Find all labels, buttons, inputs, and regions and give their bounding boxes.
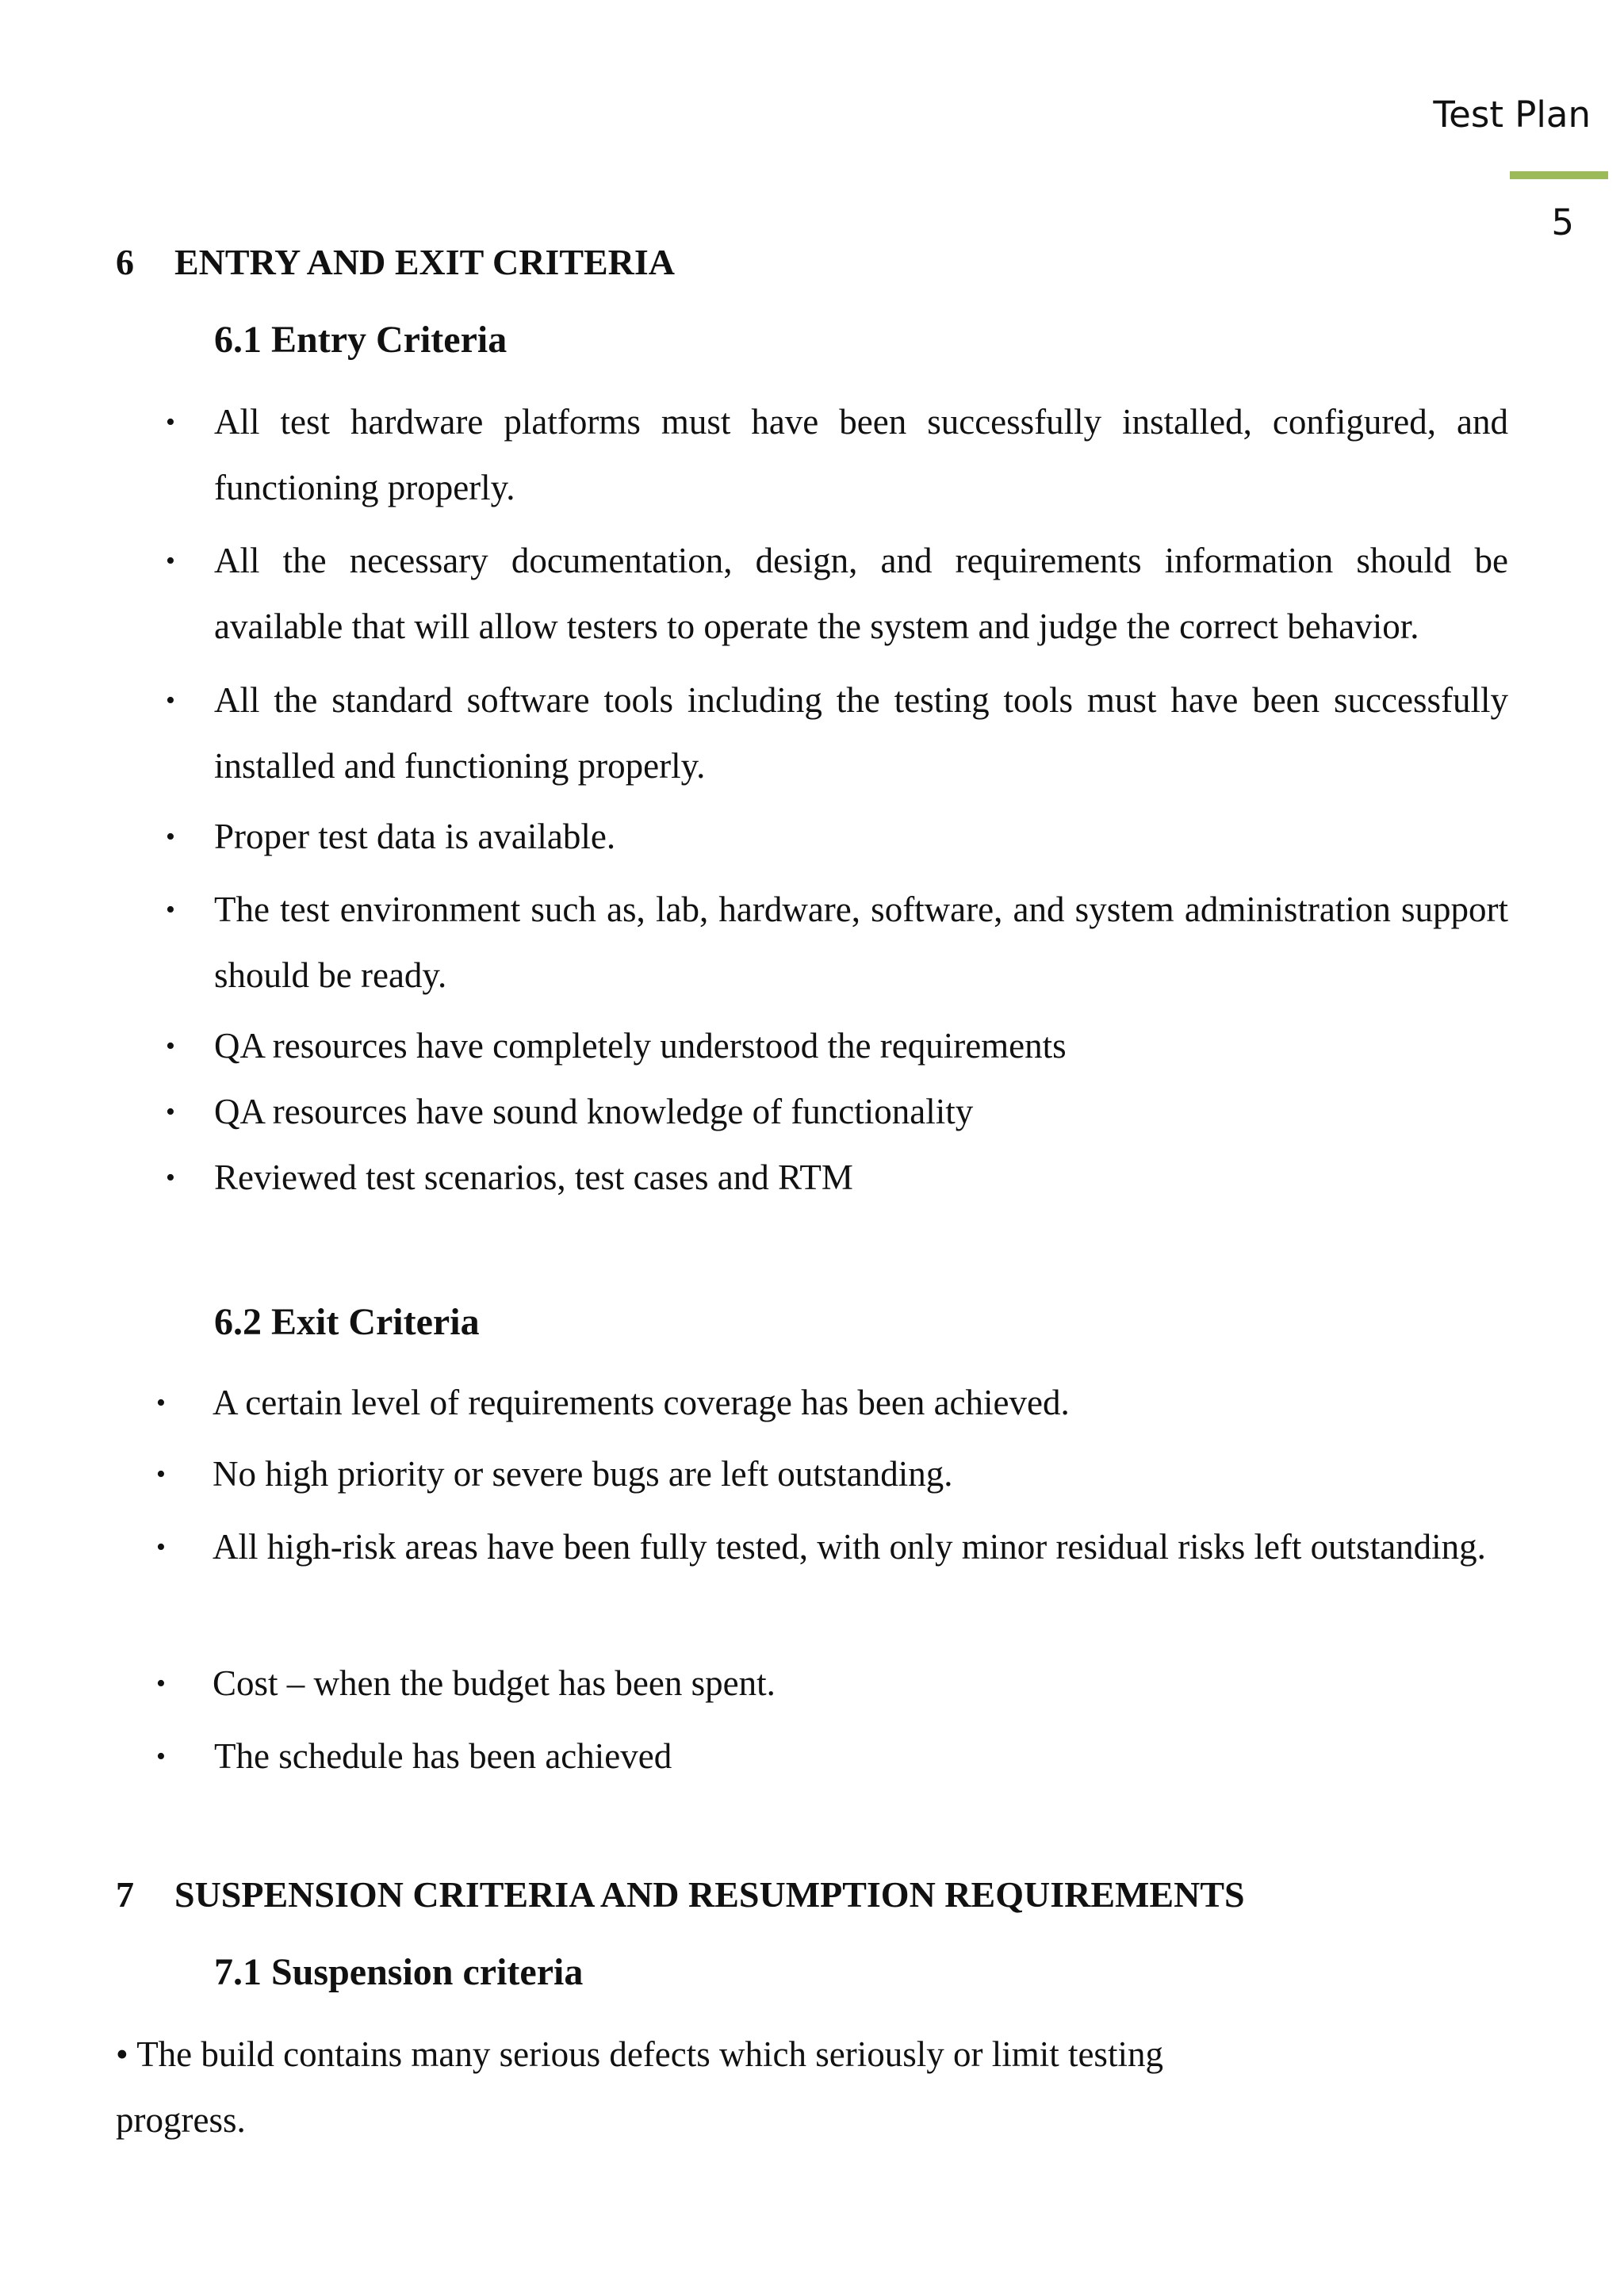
section-number: 6 (116, 242, 134, 282)
exit-criteria-heading: 6.2 Exit Criteria (214, 1301, 480, 1343)
bullet-marker: • (166, 1097, 175, 1127)
paragraph-text: • The build contains many serious defects which seriously or limit testing progress. (116, 2034, 1163, 2140)
bullet-marker: • (156, 1669, 166, 1698)
list-item (166, 877, 1508, 1008)
bullet-marker: • (166, 1031, 175, 1061)
list-item-text: Proper test data is available. (214, 817, 616, 856)
section-7-heading (116, 1873, 1245, 1917)
bullet-marker: • (166, 822, 175, 851)
list-item (156, 1651, 1508, 1716)
list-item (166, 1079, 1508, 1145)
list-item-text: All the standard software tools including the testing tools must have been successfully installed and functioning properly. (214, 680, 1508, 786)
list-item (166, 1013, 1508, 1079)
list-item-text: All the necessary documentation, design, and requirements information should be available that will allow testers to operate the system and judge the correct behavior. (214, 541, 1508, 646)
list-item-text: Reviewed test scenarios, test cases and RTM (214, 1158, 853, 1197)
bullet-marker: • (156, 1388, 166, 1418)
list-item (116, 1514, 1508, 1580)
section-title: SUSPENSION CRITERIA AND RESUMPTION REQUIREMENTS (174, 1874, 1245, 1915)
list-item-text: The test environment such as, lab, hardware, software, and system administration support should be ready. (214, 890, 1508, 995)
list-item (166, 389, 1508, 521)
page-number: 5 (1551, 201, 1574, 243)
list-item-text: No high priority or severe bugs are left outstanding. (213, 1454, 953, 1494)
list-item (166, 804, 1508, 870)
section-6-heading (116, 240, 675, 285)
bullet-marker: • (166, 408, 175, 437)
bullet-marker: • (166, 895, 175, 924)
list-item (166, 528, 1508, 660)
list-item-text: QA resources have sound knowledge of functionality (214, 1092, 974, 1131)
bullet-marker: • (156, 1742, 166, 1771)
section-title: ENTRY AND EXIT CRITERIA (174, 242, 676, 282)
list-item-text: QA resources have completely understood the requirements (214, 1026, 1067, 1066)
list-item-text: All test hardware platforms must have been successfully installed, configured, and functioning properly. (214, 402, 1508, 507)
paragraph (116, 2022, 1258, 2153)
list-item-text: Cost – when the budget has been spent. (213, 1663, 776, 1703)
bullet-marker: • (156, 1460, 166, 1489)
list-item (156, 1441, 1508, 1507)
bullet-marker: • (166, 546, 175, 576)
section-number: 7 (116, 1874, 134, 1915)
list-item (156, 1724, 1508, 1789)
list-item-text: A certain level of requirements coverage has been achieved. (213, 1383, 1070, 1422)
list-item (156, 1370, 1508, 1436)
bullet-marker: • (166, 686, 175, 715)
list-item-text: The schedule has been achieved (214, 1736, 672, 1776)
bullet-marker: • (156, 1533, 166, 1562)
bullet-marker: • (166, 1163, 175, 1192)
list-item (166, 1145, 1508, 1211)
running-header-title: Test Plan (1433, 94, 1591, 136)
header-accent-rule (1510, 171, 1608, 179)
entry-criteria-heading: 6.1 Entry Criteria (214, 319, 508, 361)
list-item-text: All high-risk areas have been fully tested, with only minor residual risks left outstanding. (213, 1527, 1486, 1567)
suspension-criteria-heading: 7.1 Suspension criteria (214, 1951, 584, 1993)
list-item (166, 668, 1508, 799)
